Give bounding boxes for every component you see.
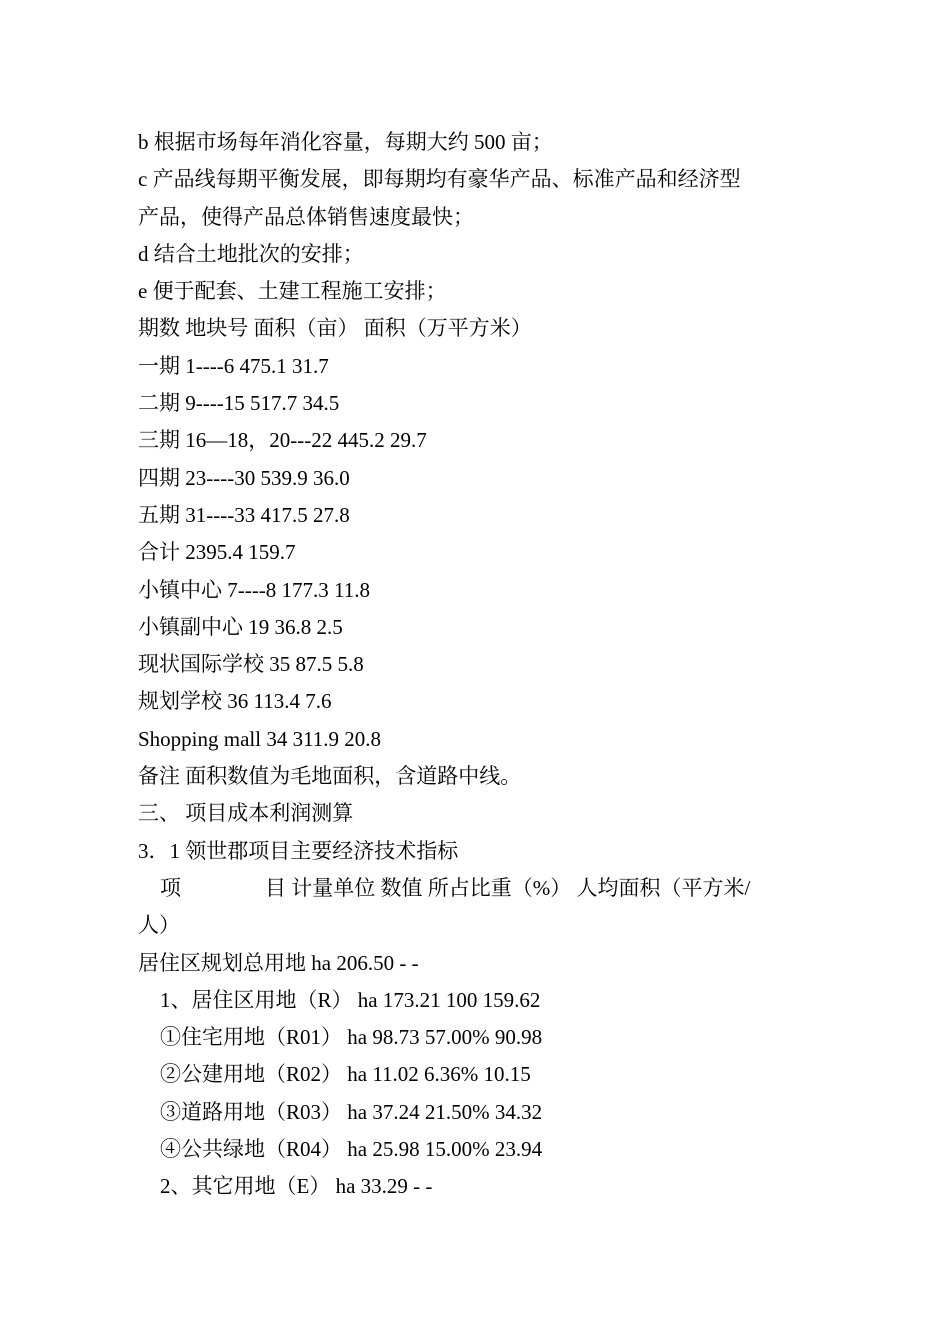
indicator-row-green-space: ④公共绿地（R04） ha 25.98 15.00% 23.94 xyxy=(160,1137,543,1162)
phase-table-note: 备注 面积数值为毛地面积，含道路中线。 xyxy=(138,764,522,789)
phase-row-3: 三期 16—18，20---22 445.2 29.7 xyxy=(138,428,427,453)
intro-line-c-cont: 产品，使得产品总体销售速度最快； xyxy=(138,204,474,229)
phase-row-1: 一期 1----6 475.1 31.7 xyxy=(138,353,329,378)
document-page xyxy=(138,124,818,1206)
phase-row-town-center: 小镇中心 7----8 177.3 11.8 xyxy=(138,577,370,602)
intro-line-b: b 根据市场每年消化容量，每期大约 500 亩； xyxy=(138,130,553,154)
phase-row-planned-school: 规划学校 36 113.4 7.6 xyxy=(138,689,332,714)
phase-row-sub-center: 小镇副中心 19 36.8 2.5 xyxy=(138,614,343,639)
section-subheading: 3．1 领世郡项目主要经济技术指标 xyxy=(138,838,459,863)
intro-line-e: e 便于配套、土建工程施工安排； xyxy=(138,279,447,304)
section-heading: 三、 项目成本利润测算 xyxy=(138,801,354,826)
phase-table-header: 期数 地块号 面积（亩） 面积（万平方米） xyxy=(138,316,532,341)
phase-row-5: 五期 31----33 417.5 27.8 xyxy=(138,502,350,527)
indicator-row-other-land: 2、其它用地（E） ha 33.29 - - xyxy=(160,1174,433,1199)
phase-row-shopping-mall: Shopping mall 34 311.9 20.8 xyxy=(138,726,382,751)
intro-line-c: c 产品线每期平衡发展，即每期均有豪华产品、标准产品和经济型 xyxy=(138,167,741,192)
indicator-row-residential: 1、居住区用地（R） ha 173.21 100 159.62 xyxy=(160,987,541,1012)
indicator-header-cont: 人） xyxy=(138,913,180,938)
phase-row-total: 合计 2395.4 159.7 xyxy=(138,540,296,565)
indicator-header-columns: 目 计量单位 数值 所占比重（%） 人均面积（平方米/ xyxy=(265,875,751,900)
intro-line-d: d 结合土地批次的安排； xyxy=(138,241,364,266)
indicator-header-item: 项 xyxy=(160,875,181,900)
phase-row-4: 四期 23----30 539.9 36.0 xyxy=(138,465,350,490)
indicator-row-roads: ③道路用地（R03） ha 37.24 21.50% 34.32 xyxy=(160,1099,543,1124)
indicator-table-header xyxy=(138,870,818,907)
phase-row-intl-school: 现状国际学校 35 87.5 5.8 xyxy=(138,652,364,677)
indicator-row-total-land: 居住区规划总用地 ha 206.50 - - xyxy=(138,950,419,975)
phase-row-2: 二期 9----15 517.7 34.5 xyxy=(138,391,340,416)
indicator-row-public-buildings: ②公建用地（R02） ha 11.02 6.36% 10.15 xyxy=(160,1062,531,1087)
indicator-row-housing: ①住宅用地（R01） ha 98.73 57.00% 90.98 xyxy=(160,1025,543,1050)
